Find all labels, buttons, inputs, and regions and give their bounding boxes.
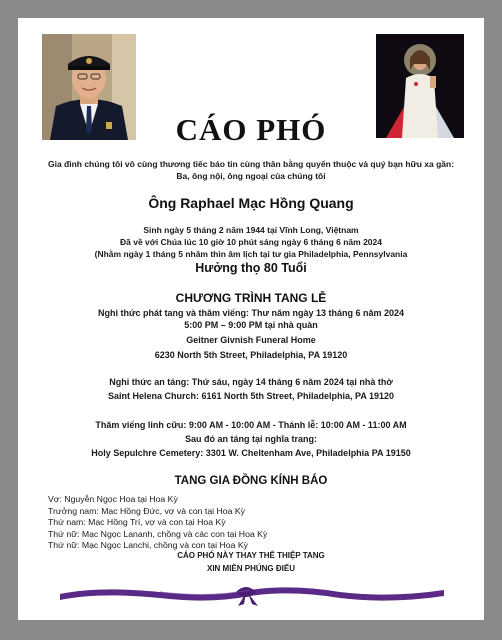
age-line: Hưởng thọ 80 Tuổi (195, 261, 307, 275)
schedule-line: Thăm viếng linh cữu: 9:00 AM - 10:00 AM - Thánh lễ: 10:00 AM - 11:00 AM (95, 420, 407, 430)
funeral-home-address: 6230 North 5th Street, Philadelphia, PA 19120 (154, 350, 348, 360)
burial-intro: Sau đó an táng tại nghĩa trang: (184, 434, 317, 444)
purple-ribbon (60, 580, 444, 606)
intro-line: Ba, ông nội, ông ngoại của chúng tôi (176, 171, 326, 181)
family-member: Trưởng nam: Mạc Hồng Đức, vợ và con tại Hoa Kỳ (48, 505, 246, 516)
cemetery-line: Holy Sepulchre Cemetery: 3301 W. Cheltenham Ave, Philadelphia PA 19150 (91, 448, 411, 458)
program-heading: CHƯƠNG TRÌNH TANG LỄ (175, 291, 327, 305)
family-member: Thứ nam: Mạc Hồng Trí, vợ và con tại Hoa Kỳ (48, 517, 226, 527)
family-member: Thứ nữ: Mạc Ngọc Lananh, chồng và các con tại Hoa Kỳ (48, 528, 268, 539)
visitation-time: 5:00 PM – 9:00 PM tại nhà quàn (184, 320, 318, 330)
family-heading: TANG GIA ĐỒNG KÍNH BÁO (174, 475, 328, 487)
lunar-date-line: (Nhằm ngày 1 tháng 5 nhâm thìn âm lịch tại tư gia Philadelphia, Pennsylvania (94, 249, 408, 259)
page-title: CÁO PHÓ (175, 112, 327, 147)
death-line: Đã về với Chúa lúc 10 giờ 10 phút sáng ngày 6 tháng 6 năm 2024 (120, 237, 382, 247)
visitation-line: Nghi thức phát tang và thăm viếng: Thư năm ngày 13 tháng 6 năm 2024 (97, 308, 405, 318)
obituary-card (18, 18, 484, 620)
church-line: Saint Helena Church: 6161 North 5th Street, Philadelphia, PA 19120 (107, 391, 395, 401)
birth-line: Sinh ngày 5 tháng 2 năm 1944 tại Vĩnh Long, Việtnam (143, 225, 359, 235)
mass-line: Nghi thức an táng: Thứ sáu, ngày 14 tháng 6 năm 2024 tại nhà thờ (109, 377, 393, 387)
family-member: Thứ nữ: Mạc Ngọc Lanchi, chồng và con tại Hoa Kỳ (48, 540, 248, 550)
funeral-home-name: Geitner Givnish Funeral Home (186, 335, 316, 345)
family-list (48, 494, 267, 552)
closing-line: CÁO PHÓ NÀY THAY THẾ THIỆP TANG (177, 551, 325, 560)
closing-line: XIN MIỄN PHÚNG ĐIẾU (206, 564, 295, 573)
intro-line: Gia đình chúng tôi vô cùng thương tiếc báo tin cùng thân bằng quyến thuộc và quý bạn hữu xa gần: (47, 159, 455, 169)
family-member: Vợ: Nguyễn Ngọc Hoa tại Hoa Kỳ (48, 494, 178, 504)
deceased-name: Ông Raphael Mạc Hồng Quang (148, 195, 354, 211)
